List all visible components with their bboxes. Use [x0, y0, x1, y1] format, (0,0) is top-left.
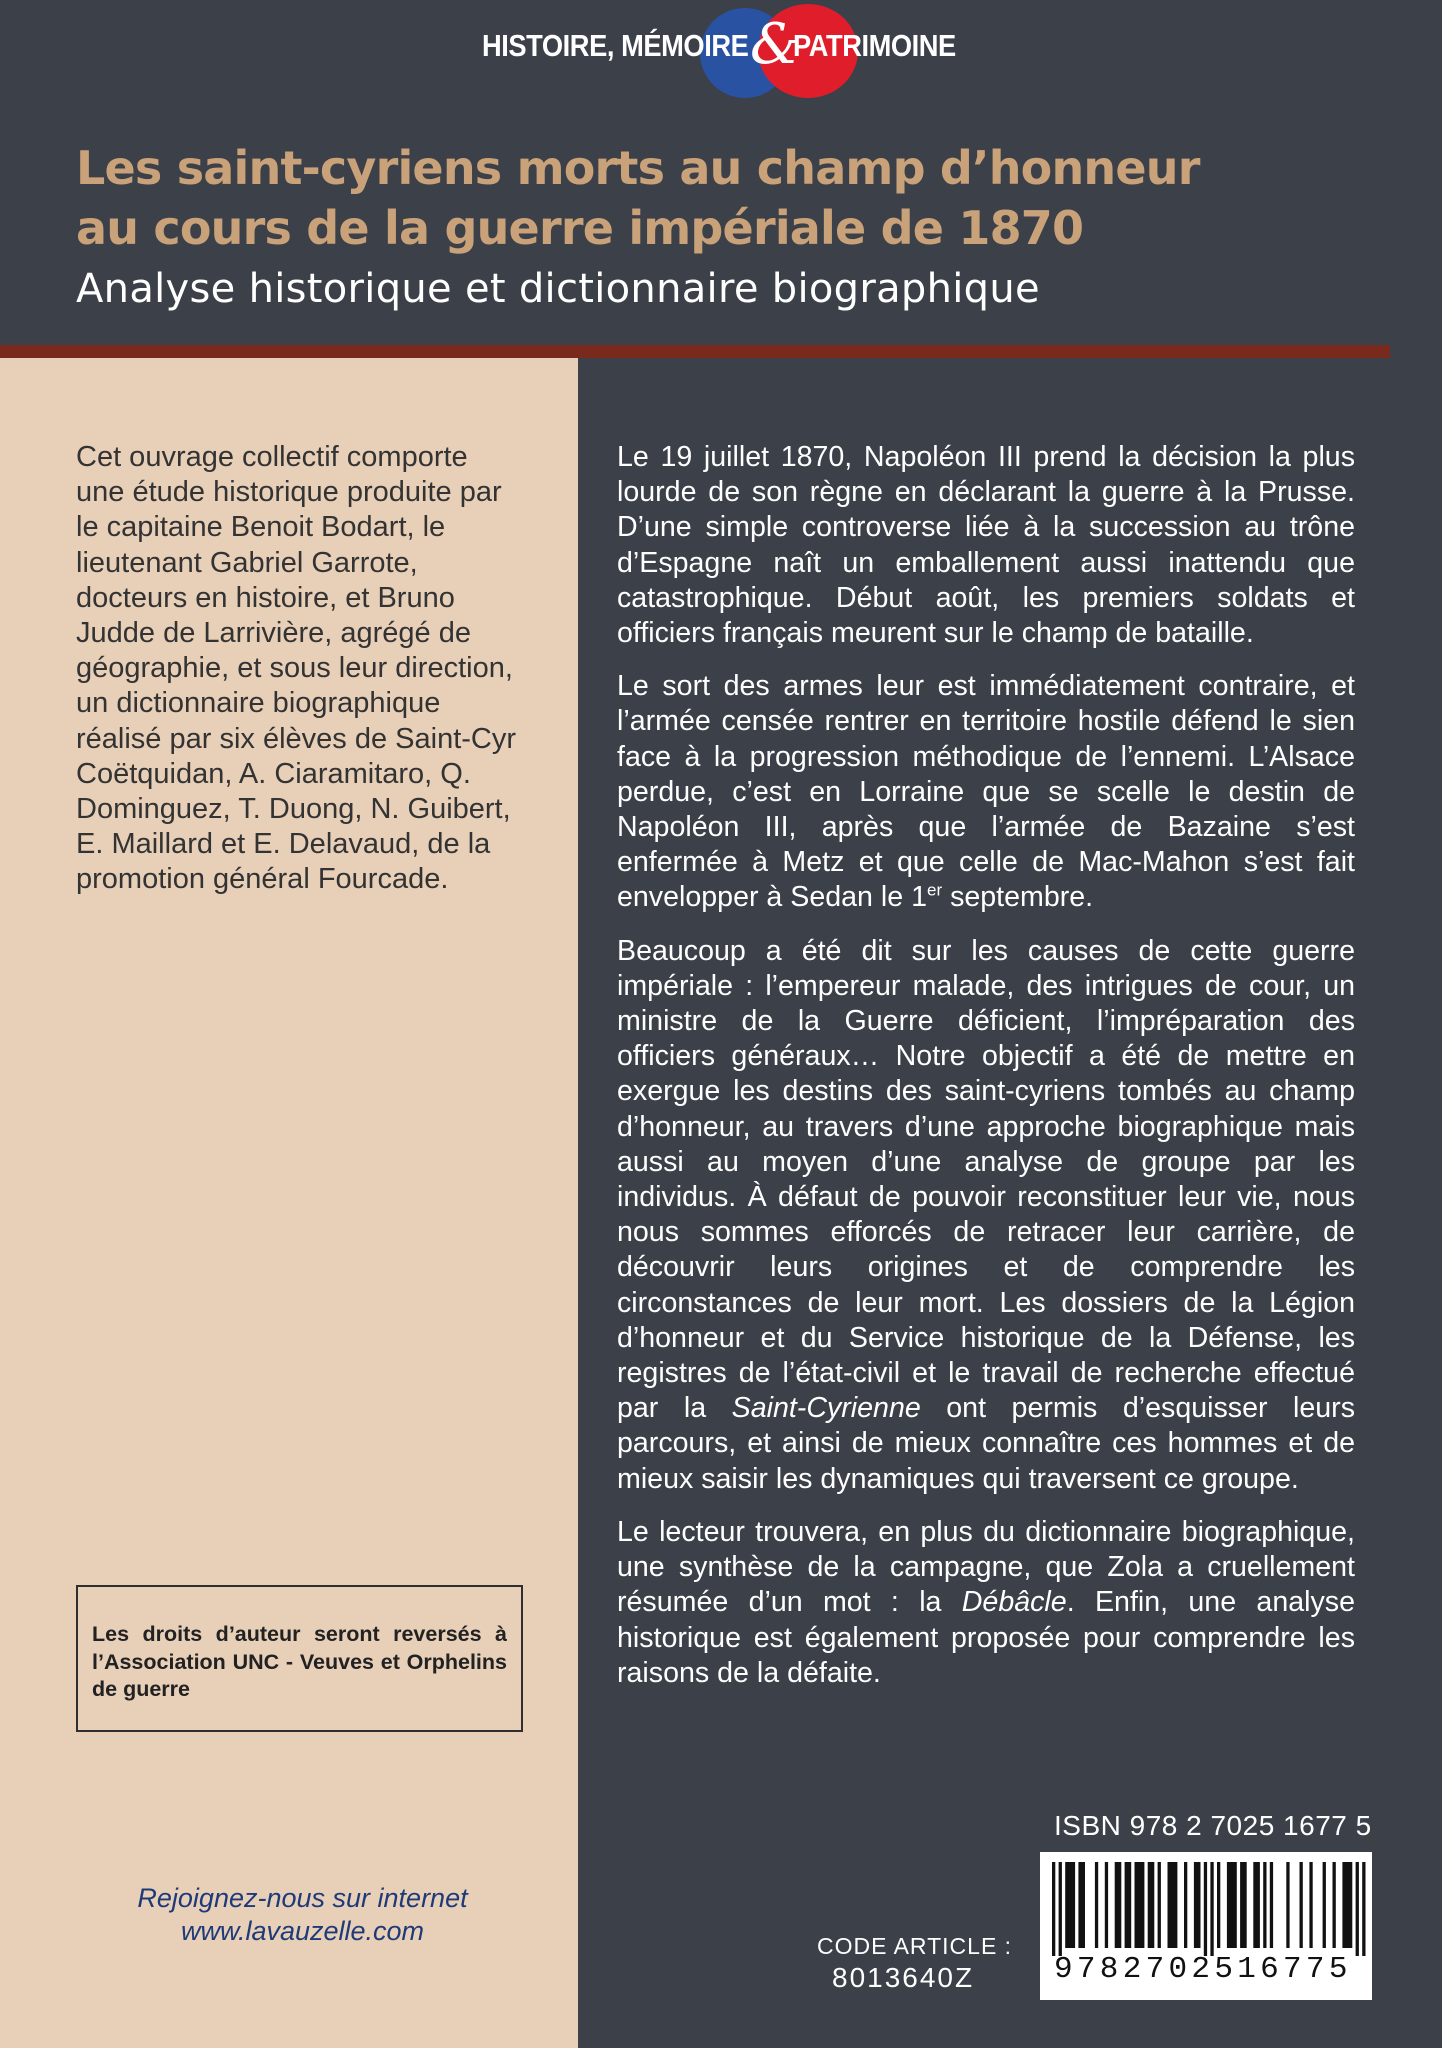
barcode-bar	[1309, 1862, 1312, 1948]
barcode-bar	[1194, 1862, 1201, 1948]
barcode-bar	[1210, 1862, 1213, 1956]
barcode-bar	[1095, 1862, 1098, 1948]
book-title	[76, 138, 1200, 258]
paragraph-3-text: Beaucoup a été dit sur les causes de cette guerre impériale : l’empereur malade, des intrigues de cour, un ministre de la Guerre déficient, l’impréparation des officiers généraux… Notre objectif a été de mettre en exergue les destins des saint-cyriens tombés au champ d’honneur, au travers d’une approche biographique mais aussi au moyen d’une analyse de groupe par les individus. À défaut de pouvoir reconstituer leur vie, nous nous sommes efforcés de retracer leur carrière, de découvrir leurs origines et de comprendre les circonstances de leur mort. Les dossiers de la Légion d’honneur et du Service historique de la Défense, les registres de l’état-civil et le travail de recherche effectué par la	[617, 934, 1355, 1425]
saint-cyrienne-name: Saint-Cyrienne	[731, 1392, 921, 1425]
book-title-line-1: Les saint-cyriens morts au champ d’honneur	[76, 141, 1200, 195]
barcode-bar	[1135, 1862, 1145, 1948]
barcode	[1040, 1852, 1372, 2000]
barcode-bar	[1300, 1862, 1303, 1948]
barcode-bar	[1204, 1862, 1207, 1956]
barcode-bar	[1227, 1862, 1237, 1948]
barcode-bar	[1270, 1862, 1273, 1948]
barcode-bar	[1105, 1862, 1108, 1948]
barcode-bar	[1065, 1862, 1075, 1948]
paragraph-3-end: ont permis d’esquisser leurs parcours, et ainsi de mieux connaître ces hommes et de mieux saisir les dynamiques qui traversent ce groupe.	[617, 1392, 1355, 1495]
barcode-digits: 9782702516775	[1054, 1952, 1352, 1987]
paragraph-2-end: septembre.	[942, 881, 1094, 914]
code-article-label: CODE ARTICLE :	[817, 1933, 1013, 1959]
back-cover-text	[617, 440, 1355, 1709]
book-title-line-2: au cours de la guerre impériale de 1870	[76, 201, 1084, 255]
website-link[interactable]: www.lavauzelle.com	[180, 1916, 425, 1946]
series-logo	[0, 0, 1442, 90]
barcode-bar	[1217, 1862, 1220, 1948]
title-divider	[0, 345, 1390, 358]
website-promo	[0, 1882, 605, 1948]
royalties-notice: Les droits d’auteur seront reversés à l’Association UNC - Veuves et Orphelins de guerre	[92, 1622, 507, 1701]
paragraph-4	[617, 1515, 1355, 1691]
website-promo-text: Rejoignez-nous sur internet	[137, 1883, 468, 1913]
barcode-bar	[1078, 1862, 1085, 1948]
summary-text: Cet ouvrage collectif comporte une étude historique produite par le capitaine Benoit Bodart, le lieutenant Gabriel Garrote, docteurs en histoire, et Bruno Judde de Larrivière, agrégé de géographie, et sous leur direction, un dictionnaire biographique réalisé par six élèves de Saint-Cyr Coëtquidan, A. Ciaramitaro, Q. Dominguez, T. Duong, N. Guibert, E. Maillard et E. Delavaud, de la promotion général Fourcade.	[76, 441, 517, 896]
barcode-bar	[1059, 1862, 1062, 1956]
book-subtitle: Analyse historique et dictionnaire biographique	[76, 266, 1040, 312]
logo-text-right: PATRIMOINE	[793, 28, 956, 63]
barcode-bar	[1184, 1862, 1187, 1948]
paragraph-2	[617, 669, 1355, 915]
logo-ampersand: &	[750, 12, 800, 77]
barcode-bar	[1362, 1862, 1365, 1956]
barcode-bar	[1125, 1862, 1132, 1948]
barcode-bar	[1052, 1862, 1055, 1956]
ordinal-suffix: er	[927, 880, 943, 900]
debacle-title: Débâcle	[961, 1586, 1067, 1619]
barcode-bar	[1342, 1862, 1352, 1948]
barcode-bar	[1168, 1862, 1178, 1948]
paragraph-1: Le 19 juillet 1870, Napoléon III prend la décision la plus lourde de son règne en déclarant la guerre à la Prusse. D’une simple controverse liée à la succession au trône d’Espagne naît un emballement aussi inattendu que catastrophique. Début août, les premiers soldats et officiers français meurent sur le champ de bataille.	[617, 441, 1355, 650]
barcode-bar	[1356, 1862, 1359, 1956]
paragraph-3	[617, 934, 1355, 1497]
barcode-bar	[1115, 1862, 1122, 1948]
barcode-bar	[1286, 1862, 1289, 1948]
barcode-bar	[1333, 1862, 1336, 1948]
barcode-bar	[1323, 1862, 1326, 1948]
barcode-bar	[1263, 1862, 1266, 1948]
logo-text-left: HISTOIRE, MÉMOIRE	[482, 28, 749, 63]
barcode-bar	[1240, 1862, 1247, 1948]
code-article-value: 8013640Z	[832, 1962, 975, 1993]
royalties-notice-box	[76, 1585, 523, 1732]
barcode-bar	[1158, 1862, 1161, 1948]
barcode-bar	[1253, 1862, 1260, 1948]
isbn-label: ISBN 978 2 7025 1677 5	[1054, 1810, 1372, 1841]
paragraph-2-text: Le sort des armes leur est immédiatement contraire, et l’armée censée rentrer en territoire hostile défend le sien face à la progression méthodique de l’ennemi. L’Alsace perdue, c’est en Lorraine que se scelle le destin de Napoléon III, après que l’armée de Bazaine s’est enfermée à Metz et que celle de Mac-Mahon s’est fait envelopper à Sedan le 1	[617, 670, 1355, 914]
paragraph-4-text: Le lecteur trouvera, en plus du dictionnaire biographique, une synthèse de la campagne, que Zola a cruellement résumée d’un mot : la	[617, 1515, 1355, 1619]
barcode-bar	[1148, 1862, 1155, 1948]
paragraph-4-end: . Enfin, une analyse historique est également proposée pour comprendre les raisons de la défaite.	[617, 1586, 1355, 1689]
